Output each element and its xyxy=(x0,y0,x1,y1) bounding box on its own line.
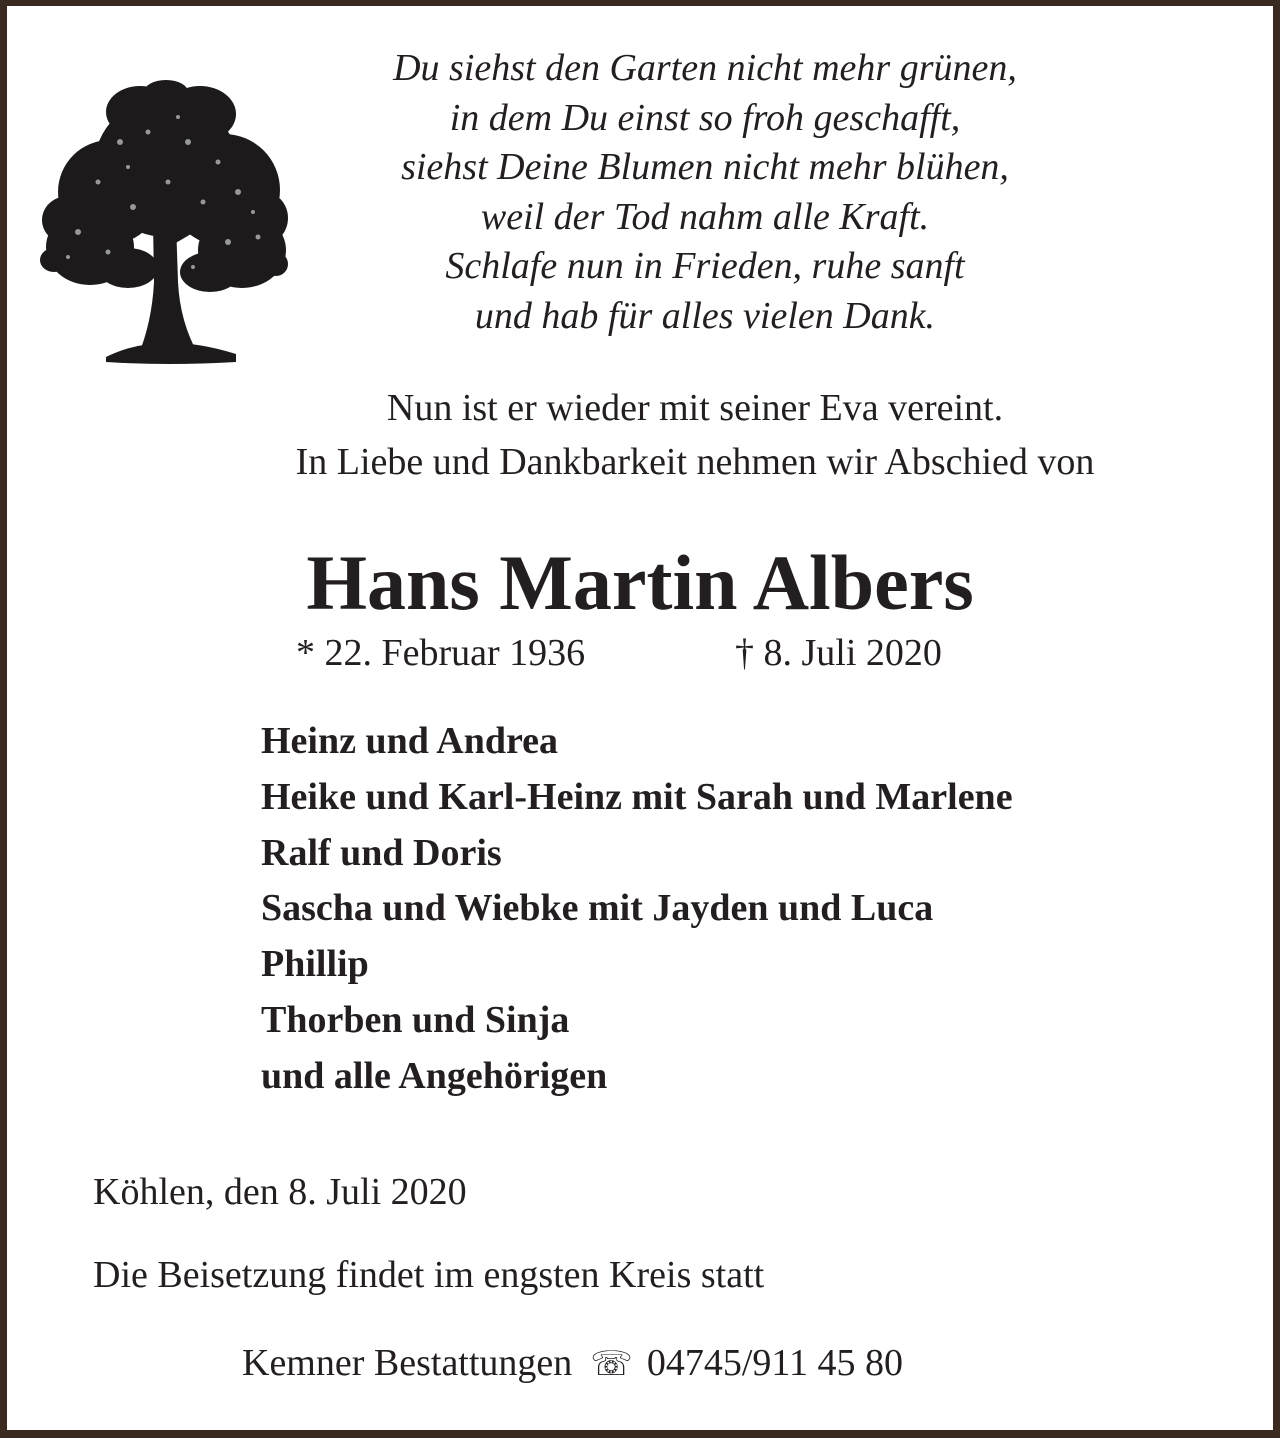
death-date: † 8. Juli 2020 xyxy=(735,632,942,674)
phone-icon: ☏ xyxy=(590,1344,633,1384)
intro-text xyxy=(150,381,1240,489)
list-item: Ralf und Doris xyxy=(261,831,502,874)
list-item: Thorben und Sinja xyxy=(261,998,570,1041)
poem-line: in dem Du einst so froh geschafft, xyxy=(449,96,961,139)
poem-line: Schlafe nun in Frieden, ruhe sanft xyxy=(445,245,965,287)
undertaker-line xyxy=(242,1338,903,1389)
poem-line: Du siehst den Garten nicht mehr grünen, xyxy=(393,47,1017,89)
place-date: Köhlen, den 8. Juli 2020 xyxy=(93,1171,467,1213)
deceased-name: Hans Martin Albers xyxy=(306,539,974,626)
list-item: Phillip xyxy=(261,943,369,986)
poem-line: weil der Tod nahm alle Kraft. xyxy=(480,195,930,238)
poem xyxy=(300,44,1110,341)
birth-date: * 22. Februar 1936 xyxy=(296,632,586,674)
intro-line: Nun ist er wieder mit seiner Eva vereint. xyxy=(386,387,1004,429)
list-item: Heinz und Andrea xyxy=(261,720,559,762)
list-item: und alle Angehörigen xyxy=(261,1054,608,1097)
phone-number: 04745/911 45 80 xyxy=(646,1342,903,1384)
undertaker-name: Kemner Bestattungen xyxy=(242,1342,573,1384)
list-item: Heike und Karl-Heinz mit Sarah und Marlene xyxy=(261,775,1013,818)
intro-line: In Liebe und Dankbarkeit nehmen wir Abschied von xyxy=(295,441,1095,483)
poem-line: und hab für alles vielen Dank. xyxy=(474,294,936,337)
tree-icon xyxy=(28,72,290,372)
mourners-list xyxy=(261,714,1013,1105)
funeral-note: Die Beisetzung findet im engsten Kreis statt xyxy=(93,1254,765,1296)
poem-line: siehst Deine Blumen nicht mehr blühen, xyxy=(401,146,1009,188)
list-item: Sascha und Wiebke mit Jayden und Luca xyxy=(261,887,934,930)
